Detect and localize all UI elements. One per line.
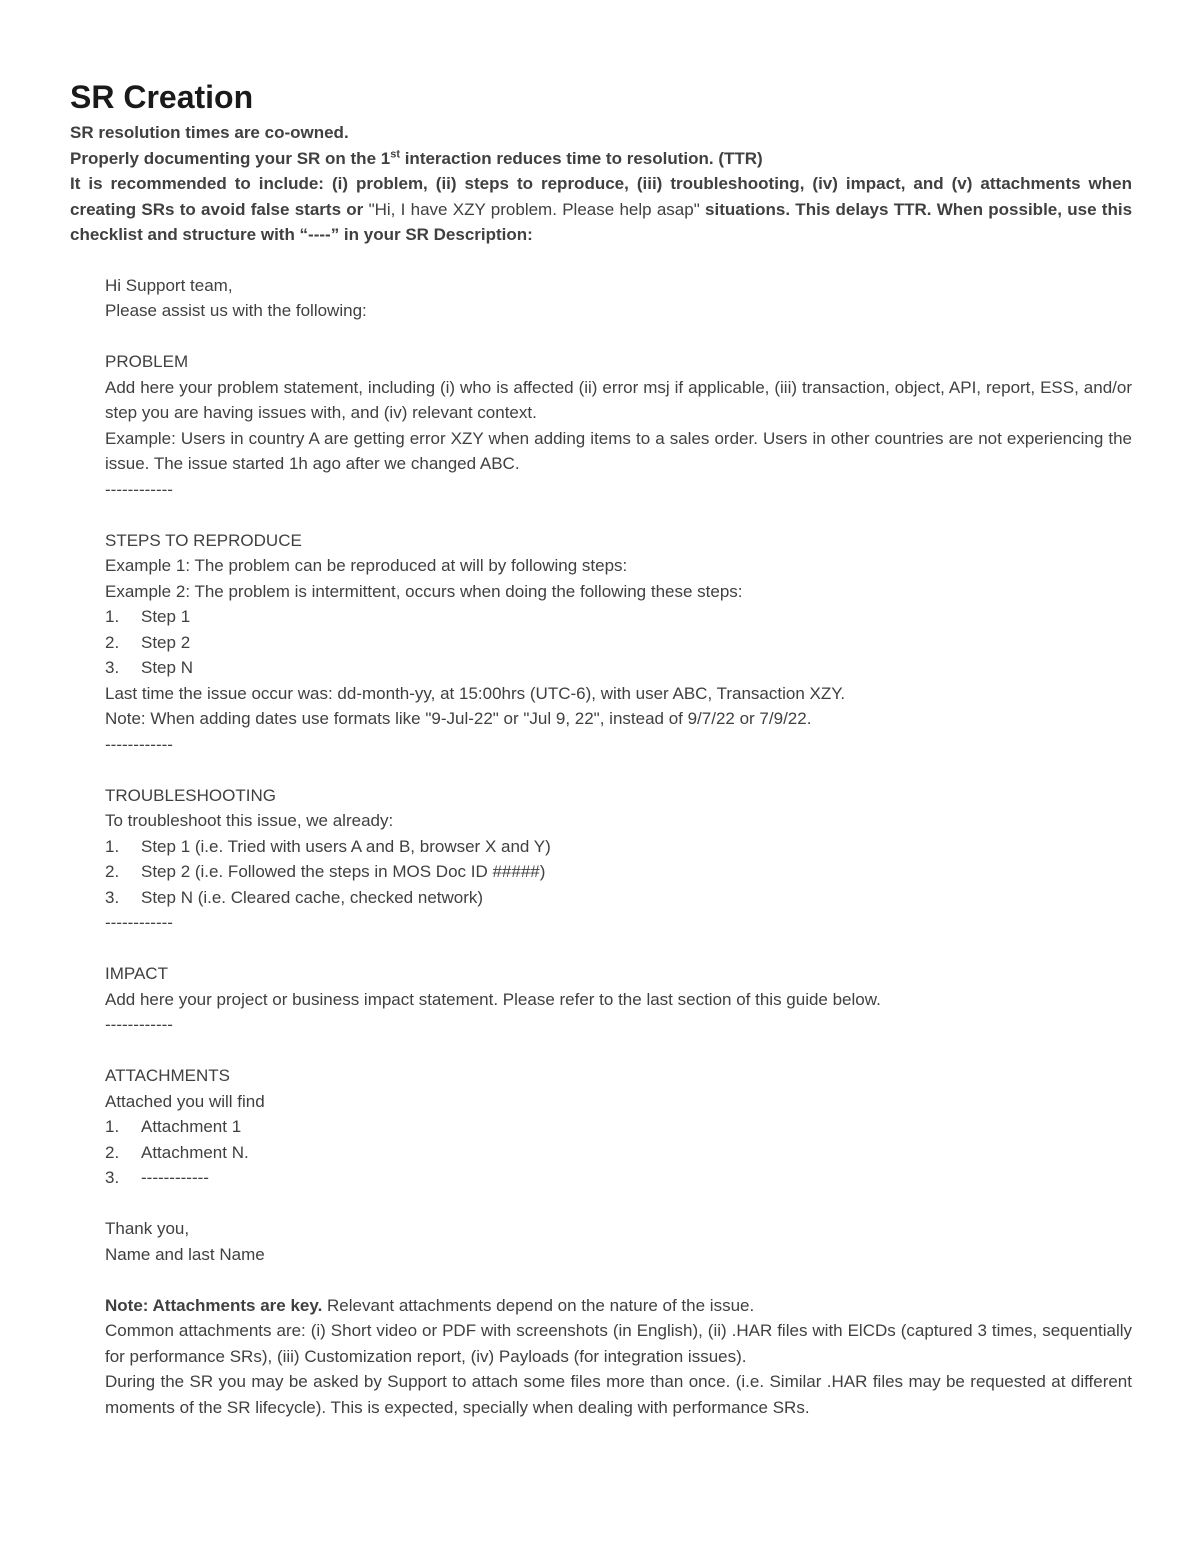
intro-line-1: SR resolution times are co-owned. [70,123,349,142]
closing-line-1: Thank you, [105,1219,190,1238]
intro-section [70,120,1132,248]
list-item: 2. Step 2 [105,632,191,652]
list-item: 3. Step N (i.e. Cleared cache, checked network) [105,887,484,907]
steps-note: Note: When adding dates use formats like "9-Jul-22" or "Jul 9, 22", instead of 9/7/22 or 7/9/22. [105,709,812,728]
closing-line-2: Name and last Name [105,1244,265,1264]
list-item: 3. ------------ [105,1168,209,1187]
steps-example-1: Example 1: The problem can be reproduced at will by following steps: [105,556,628,575]
attachments-heading: ATTACHMENTS [105,1066,230,1085]
common-attachments-note: Common attachments are: (i) Short video or PDF with screenshots (in English), (ii) .HAR files with ElCDs (captured 3 times, sequentially for performance SRs), (iii) Customization report, (iv) Payloads (for integration issues). [105,1321,1132,1366]
steps-last-time: Last time the issue occur was: dd-month-yy, at 15:00hrs (UTC-6), with user ABC, Transaction XZY. [105,683,846,703]
troubleshooting-intro: To troubleshoot this issue, we already: [105,811,394,830]
list-item: 1. Step 1 (i.e. Tried with users A and B, browser X and Y) [105,836,551,856]
problem-statement: Add here your problem statement, including (i) who is affected (ii) error msj if applicable, (iii) transaction, object, API, report, ESS, and/or step you are having issues with, and (iv) relevant context. [105,377,1132,422]
intro-line-2: Properly documenting your SR on the 1st interaction reduces time to resolution. (TTR) [70,147,763,168]
sr-description-template [105,273,1132,1421]
problem-separator: ------------ [105,479,173,499]
impact-separator: ------------ [105,1015,173,1034]
greeting-line-1: Hi Support team, [105,275,233,295]
list-item: 2. Step 2 (i.e. Followed the steps in MOS Doc ID #####) [105,862,546,881]
attachments-list [105,1114,1132,1191]
troubleshooting-list [105,834,1132,911]
list-item: 1. Step 1 [105,607,191,626]
steps-heading: STEPS TO REPRODUCE [105,530,302,550]
attachments-note: Note: Attachments are key. Relevant attachments depend on the nature of the issue. [105,1295,755,1315]
intro-line-3: It is recommended to include: (i) problem, (ii) steps to reproduce, (iii) troubleshooting, (iv) impact, and (v) attachments when creating SRs to avoid false starts or "Hi, I have XZY problem. Please help asap" situations. This delays TTR. When possible, use this checklist and structure with “----” in your SR Description: [70,174,1133,244]
steps-separator: ------------ [105,734,173,754]
greeting-line-2: Please assist us with the following: [105,301,367,320]
list-item: 3. Step N [105,658,193,677]
during-sr-note: During the SR you may be asked by Support to attach some files more than once. (i.e. Similar .HAR files may be requested at different moments of the SR lifecycle). This is expected, specially when dealing with performance SRs. [105,1372,1132,1417]
impact-statement: Add here your project or business impact statement. Please refer to the last section of this guide below. [105,989,881,1009]
steps-example-2: Example 2: The problem is intermittent, occurs when doing the following these steps: [105,581,743,601]
steps-list [105,604,1132,681]
list-item: 1. Attachment 1 [105,1117,242,1136]
problem-example: Example: Users in country A are getting error XZY when adding items to a sales order. Users in other countries are not experiencing the issue. The issue started 1h ago after we changed ABC. [105,428,1132,473]
attachments-intro: Attached you will find [105,1091,265,1111]
problem-heading: PROBLEM [105,352,189,371]
impact-heading: IMPACT [105,964,168,983]
document-page [70,78,1132,1420]
page-title: SR Creation [70,79,254,115]
troubleshooting-separator: ------------ [105,913,173,932]
troubleshooting-heading: TROUBLESHOOTING [105,785,276,805]
list-item: 2. Attachment N. [105,1142,249,1162]
